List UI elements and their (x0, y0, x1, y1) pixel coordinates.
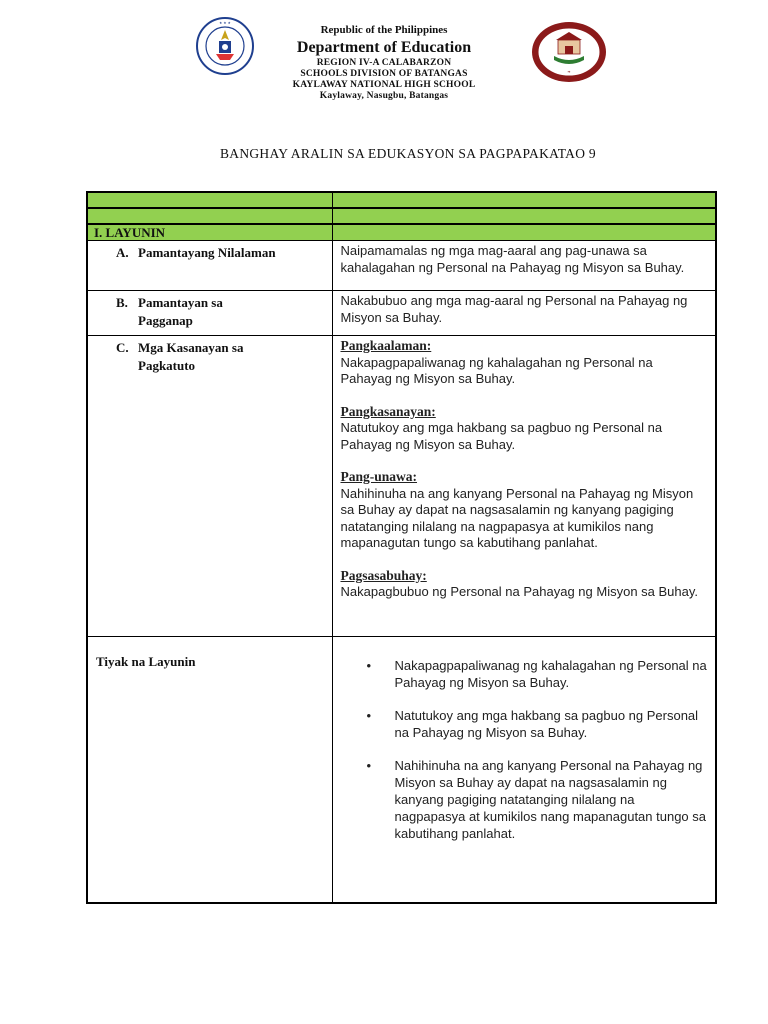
header-bar-cell (332, 208, 716, 224)
row-content-cell (332, 336, 716, 637)
header-text-block (234, 24, 534, 102)
table-row-tiyak (87, 637, 716, 903)
row-label: Pamantayang Nilalaman (138, 245, 276, 260)
header-bar-cell (87, 192, 332, 208)
header-bar-cell (332, 192, 716, 208)
subsection-heading-pangkasanayan: Pangkasanayan: (340, 403, 436, 419)
header-bar-cell (87, 208, 332, 224)
row-label-cell (87, 637, 332, 903)
document-header (0, 0, 768, 110)
subsection-heading-pangkaalaman: Pangkaalaman: (340, 338, 432, 353)
row-label: Pamantayan sa (138, 295, 223, 310)
document-title: BANGHAY ARALIN SA EDUKASYON SA PAGPAPAKATAO 9 (219, 146, 596, 161)
row-number: C. (116, 340, 129, 355)
region-label: REGION IV-A CALABARZON (316, 58, 452, 69)
school-label: KAYLAWAY NATIONAL HIGH SCHOOL (292, 79, 476, 90)
subsection-text: Nakapagbubuo ng Personal na Pahayag ng Misyon sa Buhay. (340, 584, 699, 599)
header-bar-row-1 (87, 192, 716, 208)
division-label: SCHOOLS DIVISION OF BATANGAS (300, 68, 468, 79)
list-item: • Natutukoy ang mga hakbang sa pagbuo ng Personal na Pahayag ng Misyon sa Buhay. (367, 707, 708, 741)
section-label: I. LAYUNIN (87, 224, 332, 241)
section-row-layunin (87, 224, 716, 241)
row-label-continued: Pagkatuto (138, 358, 196, 373)
row-label-cell (87, 336, 332, 637)
svg-text:★ ★ ★: ★ ★ ★ (219, 21, 231, 25)
subsection-heading-pagsasabuhay: Pagsasabuhay: (340, 567, 427, 583)
table-row (87, 241, 716, 291)
address-label: Kaylaway, Nasugbu, Batangas (319, 90, 449, 101)
tiyak-label: Tiyak na Layunin (96, 654, 196, 669)
table-row (87, 291, 716, 336)
header-bar-row-2 (87, 208, 716, 224)
row-number: B. (116, 295, 128, 310)
row-label: Mga Kasanayan sa (138, 340, 244, 355)
row-label-cell (87, 241, 332, 291)
tiyak-bullet-list (341, 657, 708, 842)
row-label-cell (87, 291, 332, 336)
school-seal-logo (530, 20, 608, 84)
row-content-cell (332, 241, 716, 291)
department-label: Department of Education (296, 38, 472, 56)
row-number: A. (116, 245, 129, 260)
svg-text:❧: ❧ (567, 69, 571, 74)
list-item: • Nahihinuha na ang kanyang Personal na Pahayag ng Misyon sa Buhay ay dapat na nagsasalamin ng kanyang pagiging natatanging nilalang na nagpapasya at kumikilos nang mapanagutan tungo sa kabutihang panlahat. (367, 757, 708, 842)
subsection-heading-pang-unawa: Pang-unawa: (340, 469, 418, 484)
subsection-text: Natutukoy ang mga hakbang sa pagbuo ng Personal na Pahayag ng Misyon sa Buhay. (340, 420, 663, 452)
row-content-cell (332, 291, 716, 336)
row-content: Nakabubuo ang mga mag-aaral ng Personal na Pahayag ng Misyon sa Buhay. (340, 293, 688, 325)
subsection-text: Nahihinuha na ang kanyang Personal na Pahayag ng Misyon sa Buhay ay dapat na nagsasalamin ng kanyang pagiging natatanging nilalang na nagpapasya at kumikilos nang mapanagutan tungo sa kabutihang panlahat. (340, 485, 694, 550)
subsection-text: Nakapagpapaliwanag ng kahalagahan ng Personal na Pahayag ng Misyon sa Buhay. (340, 354, 653, 386)
table-row (87, 336, 716, 637)
section-blank-cell (332, 224, 716, 241)
republic-label: Republic of the Philippines (320, 24, 448, 36)
lesson-plan-table (86, 191, 717, 904)
row-content: Naipamamalas ng mga mag-aaral ang pag-unawa sa kahalagahan ng Personal na Pahayag ng Misyon sa Buhay. (340, 243, 685, 275)
row-label-continued: Pagganap (138, 313, 193, 328)
tiyak-content-cell (332, 637, 716, 903)
list-item: • Nakapagpapaliwanag ng kahalagahan ng Personal na Pahayag ng Misyon sa Buhay. (367, 657, 708, 691)
